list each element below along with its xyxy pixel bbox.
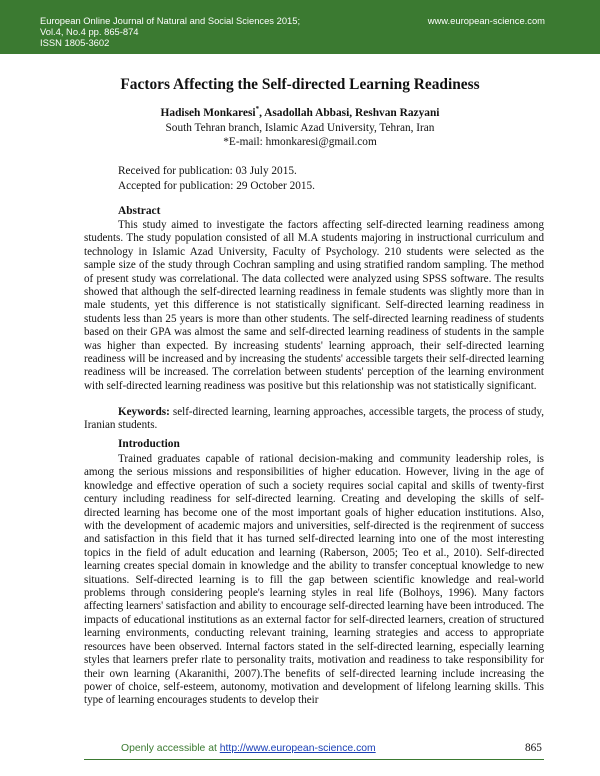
keywords-label: Keywords: — [118, 406, 170, 418]
journal-header-band — [0, 0, 600, 54]
journal-volume: Vol.4, No.4 pp. 865-874 — [40, 26, 139, 37]
journal-name: European Online Journal of Natural and Social Sciences 2015; — [40, 15, 301, 26]
keywords — [84, 406, 544, 433]
footer-prefix: Openly accessible at — [121, 743, 220, 754]
journal-info — [40, 15, 300, 48]
corresponding-author-mark: * — [255, 105, 260, 113]
abstract-heading: Abstract — [118, 205, 161, 217]
journal-website[interactable]: www.european-science.com — [427, 15, 545, 26]
page-footer — [0, 741, 600, 761]
accepted-date: Accepted for publication: 29 October 2015. — [118, 180, 316, 192]
journal-issn: ISSN 1805-3602 — [40, 37, 110, 48]
footer-access-note — [121, 743, 376, 754]
page-number: 865 — [525, 742, 542, 754]
other-authors: , Asadollah Abbasi, Reshvan Razyani — [259, 106, 440, 119]
publication-dates — [118, 164, 315, 194]
paper-title: Factors Affecting the Self-directed Learning Readiness — [120, 76, 480, 93]
author-email: *E-mail: hmonkaresi@gmail.com — [223, 136, 377, 148]
author-affiliation: South Tehran branch, Islamic Azad University, Tehran, Iran — [165, 122, 435, 134]
received-date: Received for publication: 03 July 2015. — [118, 165, 297, 177]
footer-divider — [84, 759, 544, 760]
footer-link[interactable]: http://www.european-science.com — [219, 743, 376, 754]
first-author: Hadiseh Monkaresi — [160, 106, 256, 119]
introduction-heading: Introduction — [118, 438, 180, 450]
introduction-text: Trained graduates capable of rational decision-making and community leadership roles, is among the serious missions and responsibilities of higher education. However, living in the age of knowledge and effective operation of such a society requires social capital and skills of twenty-first century including readiness for self-directed learning. Creating and developing the skills of self-directed learning has become one of the most important goals of higher education institutions. Also, with the development of academic majors and universities, self-directed is the reqirenment of success and satisfaction in this field that it has turned self-directed learning into one of the most interesting topics in the field of adult education and learning (Raberson, 2005; Teo et al., 2010). Self-directed learning creates special domain in knowledge and the ability to transfer conceptual knowledge to new situations. Self-directed learning is to fill the gap between scientific knowledge and real-world problems through considering people's learning styles in real life (Bolhoys, 1996). Many factors affecting learners' satisfaction and ability to encourage self-directed learning have been introduced. The impacts of educational institutions as an external factor for self-directed learners, creation of structured learning environments, conducting relevant training, learning strategies and access to appropriate resources have been observed. Internal factors stated in the self-directed learning, especially learning styles that learners prefer rlate to personality traits, motivation and readiness to take responsibility for their own learning (Akaranithi, 2007).The benefits of self-directed learning include increasing the power of choice, self-esteem, autonomy, motivation and development of lifelong learning skills. This type of learning encourages students to develop their — [84, 453, 544, 707]
abstract-text: This study aimed to investigate the factors affecting self-directed learning readiness among students. The study population consisted of all M.A students majoring in instructional curriculum and technology in Islamic Azad University, Faculty of Psychology. 210 students were selected as the sample size of the study through Cochran sampling and using stratified random sampling. The method of present study was correlational. The data collected were analyzed using SPSS software. The results showed that although the self-directed learning readiness in female students was slightly more than in male students, yet this difference is not statistically significant. Self-directed learning readiness in students less than 25 years is more than other students. The self-directed learning readiness of students based on their GPA was almost the same and self-directed learning readiness of students in the sample was higher than expected. By increasing students' learning approach, their self-directed learning readiness will be increased and by increasing the students' accessible targets their self-directed learning readiness will be increased. The correlation between students' perception of the learning environment with self-directed learning readiness was positive but this relationship was not statistically significant. — [84, 219, 544, 392]
keywords-list: self-directed learning, learning approaches, accessible targets, the process of study, Iranian students. — [84, 406, 544, 432]
author-list — [0, 105, 600, 119]
